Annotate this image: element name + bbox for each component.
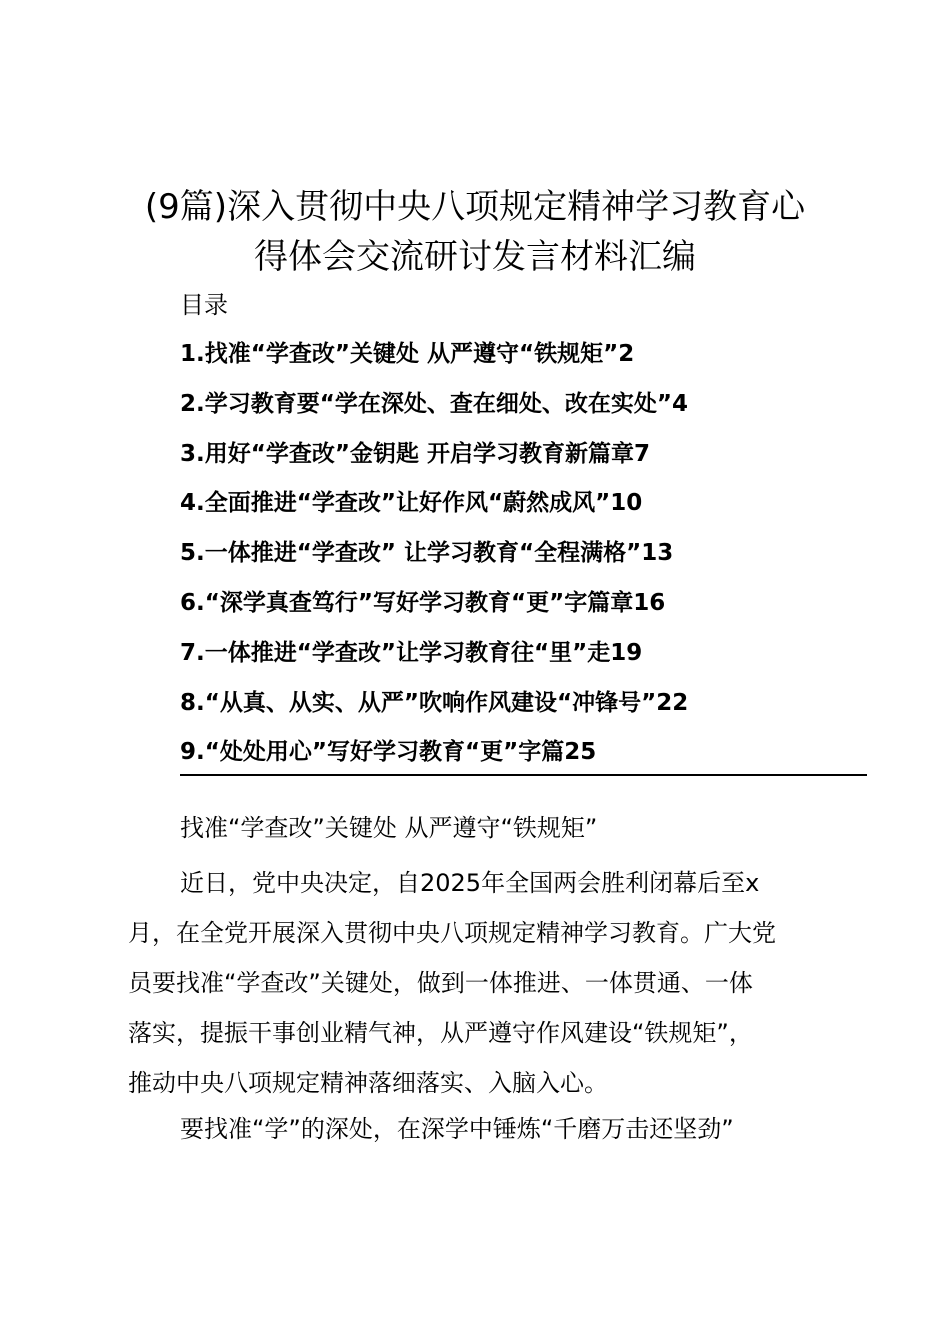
toc-entry-7[interactable]: 7.一体推进“学查改”让学习教育往“里”走19	[180, 639, 643, 666]
paragraph-1-line-3: 员要找准“学查改”关键处，做到一体推进、一体贯通、一体	[128, 969, 753, 997]
section-heading: 找准“学查改”关键处 从严遵守“铁规矩”	[180, 814, 598, 842]
table-of-contents	[180, 336, 688, 784]
toc-entry-9[interactable]: 9.“处处用心”写好学习教育“更”字篇25	[180, 739, 597, 766]
paragraph-2	[128, 1104, 734, 1154]
toc-entry-3[interactable]: 3.用好“学查改”金钥匙 开启学习教育新篇章7	[180, 440, 650, 467]
paragraph-1-line-1: 近日，党中央决定，自2025年全国两会胜利闭幕后至x	[180, 869, 760, 897]
paragraph-1-line-5: 推动中央八项规定精神落细落实、入脑入心。	[128, 1069, 608, 1097]
toc-divider	[180, 774, 867, 776]
toc-entry-6[interactable]: 6.“深学真查笃行”写好学习教育“更”字篇章16	[180, 589, 666, 616]
toc-entry-2[interactable]: 2.学习教育要“学在深处、查在细处、改在实处”4	[180, 390, 688, 417]
paragraph-1-line-2: 月，在全党开展深入贯彻中央八项规定精神学习教育。广大党	[128, 919, 776, 947]
toc-entry-1[interactable]: 1.找准“学查改”关键处 从严遵守“铁规矩”2	[180, 341, 635, 367]
paragraph-1-line-4: 落实，提振干事创业精气神，从严遵守作风建设“铁规矩”，	[128, 1019, 753, 1047]
document-title-line-1: (9篇)深入贯彻中央八项规定精神学习教育心	[144, 187, 806, 227]
toc-heading: 目录	[180, 291, 228, 319]
document-title-line-2: 得体会交流研讨发言材料汇编	[254, 237, 696, 277]
toc-entry-8[interactable]: 8.“从真、从实、从严”吹响作风建设“冲锋号”22	[180, 689, 689, 716]
paragraph-1	[128, 858, 776, 1108]
paragraph-2-line-1: 要找准“学”的深处，在深学中锤炼“千磨万击还坚劲”	[180, 1115, 734, 1143]
toc-entry-5[interactable]: 5.一体推进“学查改” 让学习教育“全程满格”13	[180, 540, 674, 567]
toc-entry-4[interactable]: 4.全面推进“学查改”让好作风“蔚然成风”10	[180, 490, 643, 517]
